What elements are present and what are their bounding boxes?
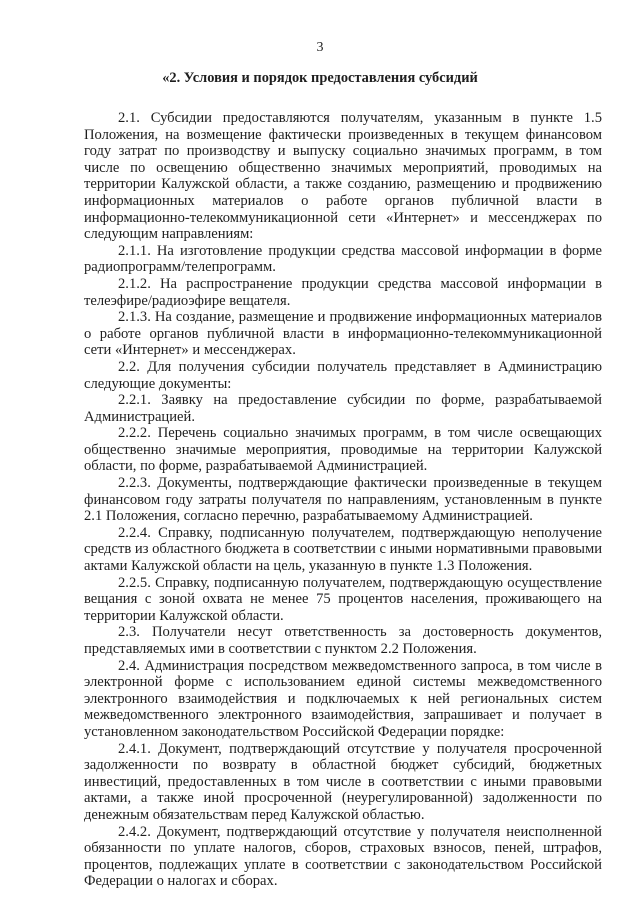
paragraph-2-4-1: 2.4.1. Документ, подтверждающий отсутствие у получателя просроченной задолженности по возврату в областной бюджет субсидий, бюджетных инвестиций, предоставленных в том числе в соответствии с иными правовыми актами, а также иной просроченной (неурегулированной) задолженности по денежным обязательствам перед Калужской областью. <box>84 740 602 823</box>
paragraph-2-2: 2.2. Для получения субсидии получатель представляет в Администрацию следующие документы: <box>84 358 602 392</box>
paragraph-2-1-3: 2.1.3. На создание, размещение и продвижение информационных материалов о работе органов публичной власти в информационно-телекоммуникационной сети «Интернет» и мессенджерах. <box>84 309 602 359</box>
paragraph-2-2-1: 2.2.1. Заявку на предоставление субсидии по форме, разрабатываемой Администрацией. <box>84 392 602 425</box>
paragraph-2-1-1: 2.1.1. На изготовление продукции средства массовой информации в форме радиопрограмм/телепрограмм. <box>84 242 602 276</box>
paragraph-2-1-2: 2.1.2. На распространение продукции средства массовой информации в телеэфире/радиоэфире вещателя. <box>84 275 602 309</box>
paragraph-2-2-2: 2.2.2. Перечень социально значимых программ, в том числе освещающих общественно значимые мероприятия, проводимые на территории Калужской области, по форме, разрабатываемой Администрацией. <box>84 425 602 475</box>
paragraph-2-2-4: 2.2.4. Справку, подписанную получателем, подтверждающую неполучение средств из областного бюджета в соответствии с иными нормативными правовыми актами Калужской области на цель, указанную в пункте 1.3 Положения. <box>84 524 602 575</box>
paragraph-2-2-3: 2.2.3. Документы, подтверждающие фактически произведенные в текущем финансовом году затраты получателя по направлениям, установленным в пункте 2.1 Положения, согласно перечню, разрабатываемому Администрацией. <box>84 475 602 525</box>
document-body <box>84 110 602 890</box>
paragraph-2-2-5: 2.2.5. Справку, подписанную получателем, подтверждающую осуществление вещания с зоной охвата не менее 75 процентов населения, проживающего на территории Калужской области. <box>84 574 602 624</box>
paragraph-2-3: 2.3. Получатели несут ответственность за достоверность документов, представляемых ими в соответствии с пунктом 2.2 Положения. <box>84 624 602 657</box>
paragraph-2-4-2: 2.4.2. Документ, подтверждающий отсутствие у получателя неисполненной обязанности по уплате налогов, сборов, страховых взносов, пеней, штрафов, процентов, подлежащих уплате в соответствии с законодательством Российской Федерации о налогах и сборах. <box>84 823 602 890</box>
paragraph-2-4: 2.4. Администрация посредством межведомственного запроса, в том числе в электронной форме с использованием единой системы межведомственного электронного взаимодействия и подключаемых к ней региональных систем межведомственного электронного взаимодействия, запрашивает и получает в установленном законодательством Российской Федерации порядке: <box>84 657 602 740</box>
page-number: 3 <box>316 40 324 55</box>
section-heading: «2. Условия и порядок предоставления субсидий <box>162 70 478 86</box>
paragraph-2-1: 2.1. Субсидии предоставляются получателям, указанным в пункте 1.5 Положения, на возмещение фактически произведенных в текущем финансовом году затрат по производству и выпуску социально значимых программ, в том числе по освещению общественно значимых мероприятий, проводимых на территории Калужской области, а также созданию, размещению и продвижению информационных материалов о работе органов публичной власти в информационно-телекоммуникационной сети «Интернет» и мессенджерах по следующим направлениям: <box>84 110 602 243</box>
